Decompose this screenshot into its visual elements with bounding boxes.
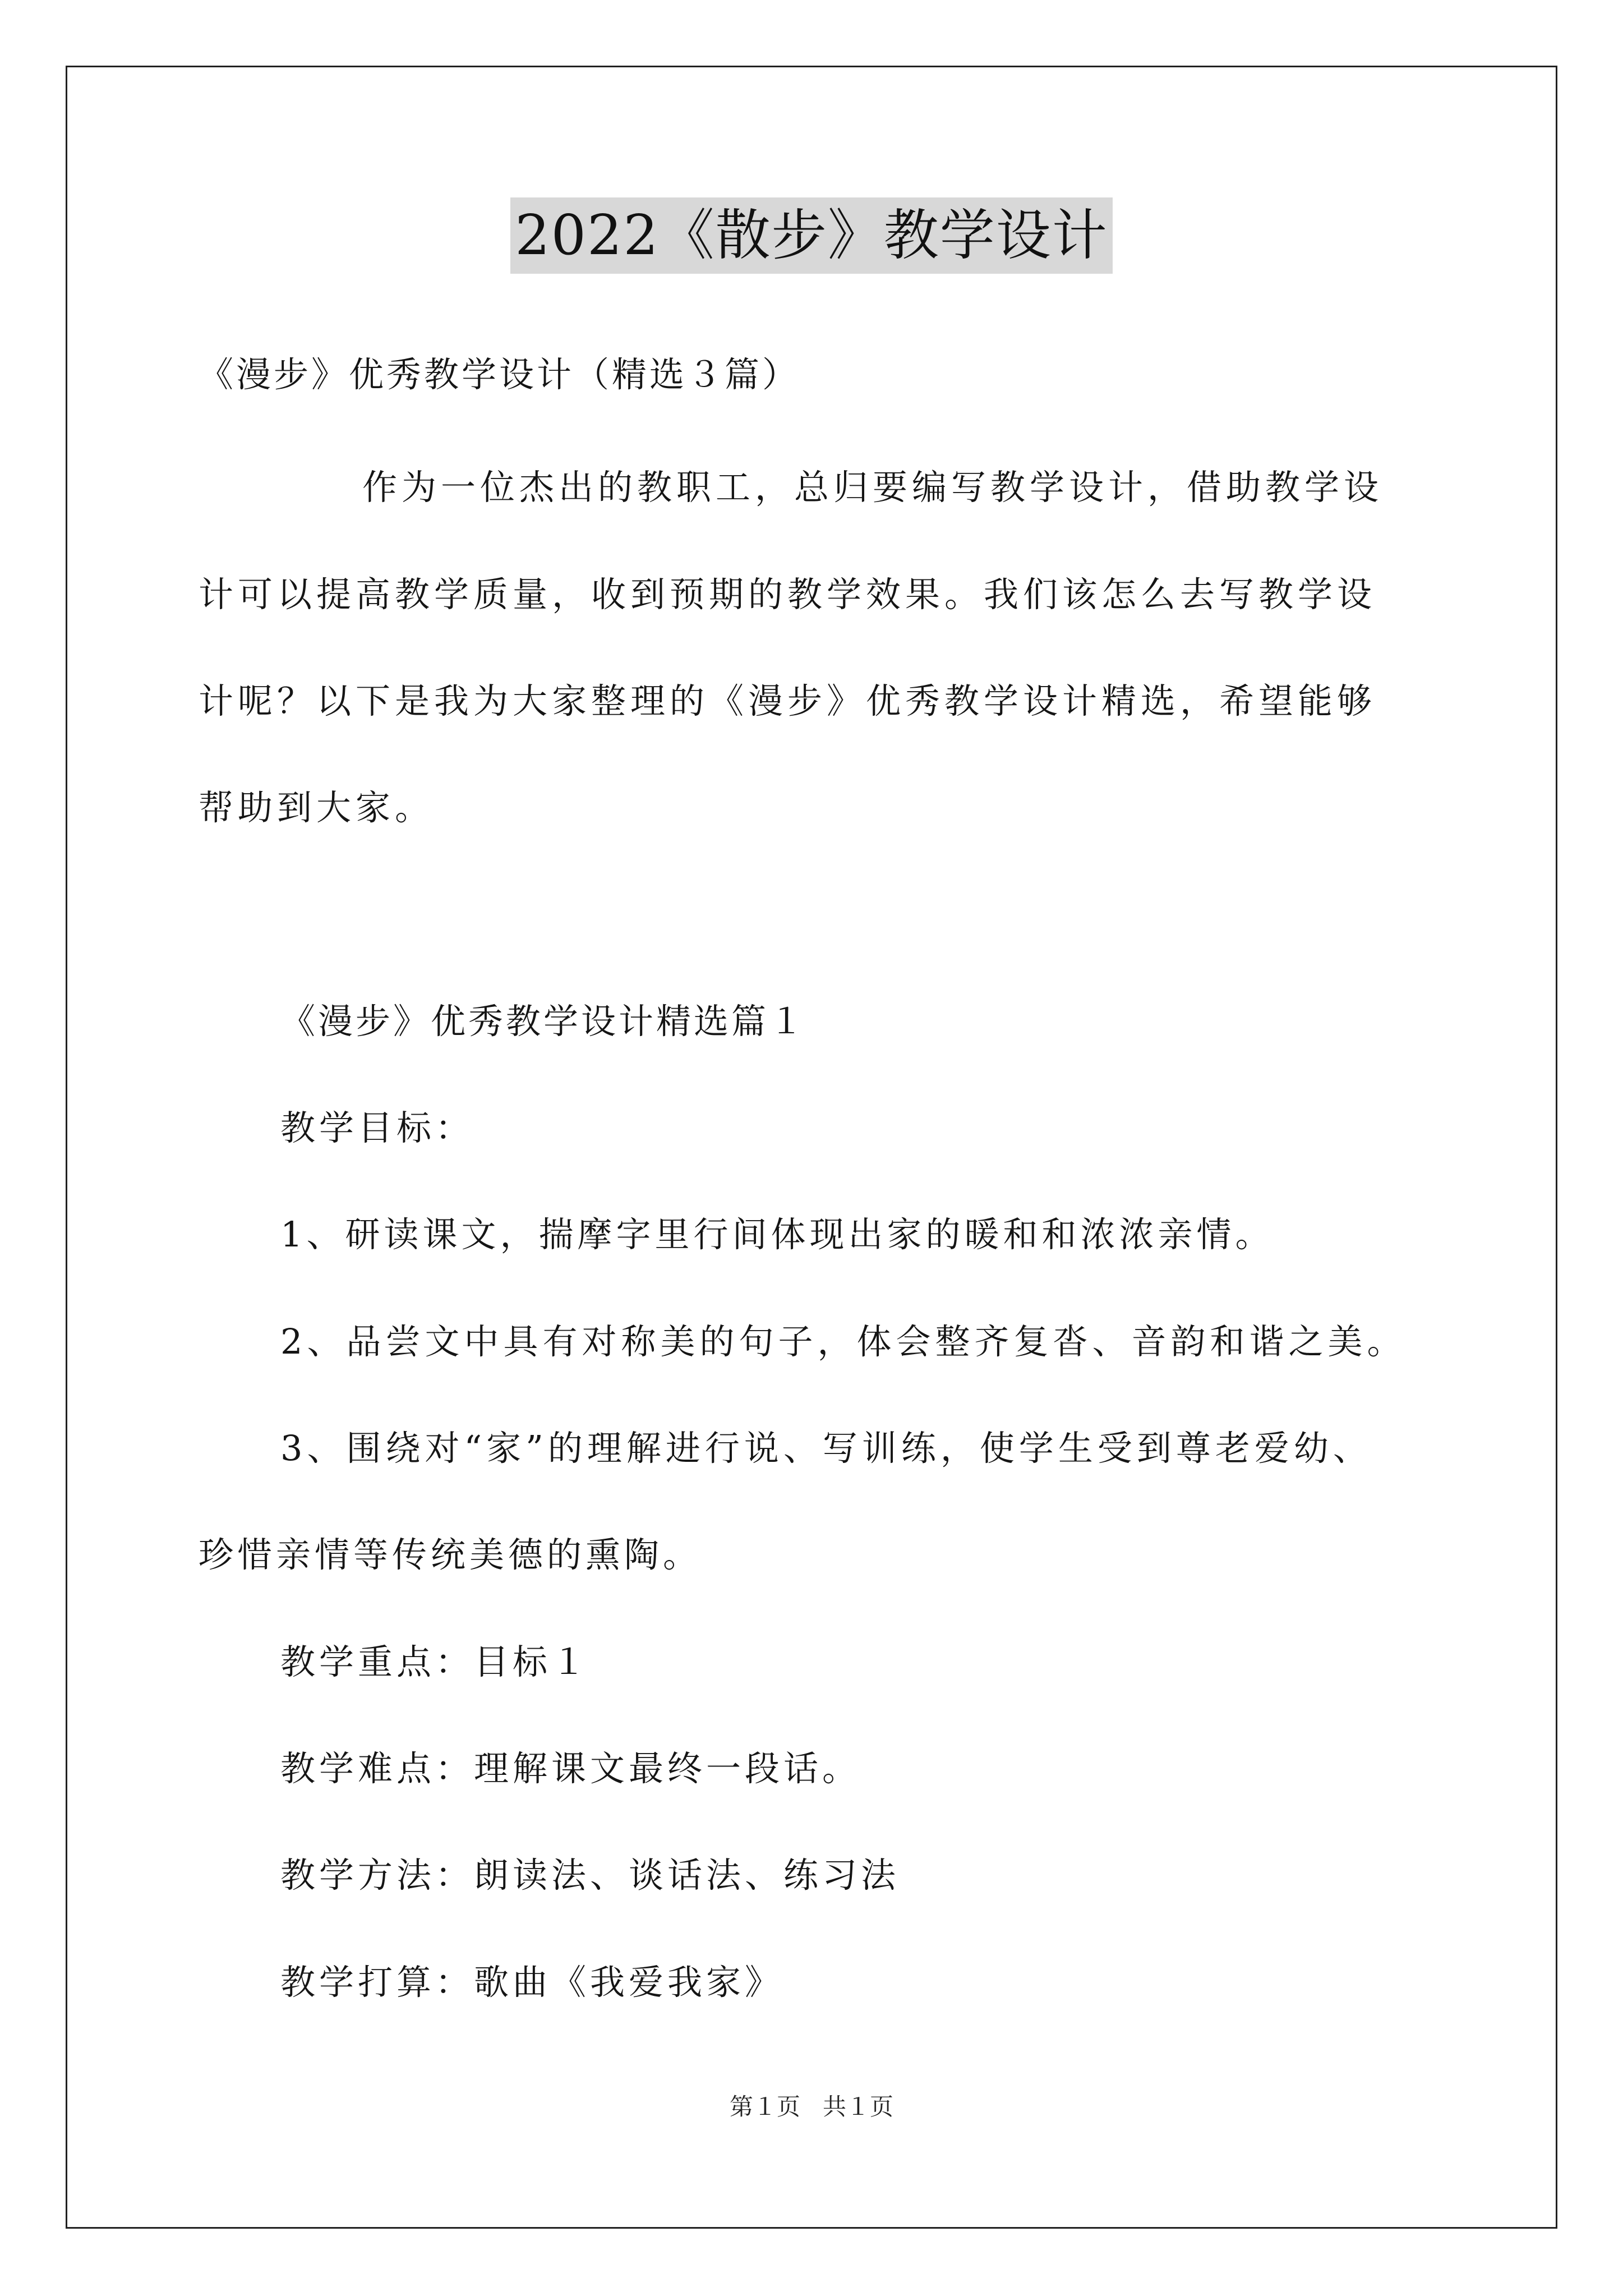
- title-container: [0, 197, 1623, 274]
- intro-line-1: 作为一位杰出的教职工，总归要编写教学设计，借助教学设: [362, 467, 1384, 508]
- intro-line-4: 帮助到大家。: [199, 787, 435, 828]
- goal-item-3-continued: 珍惜亲情等传统美德的熏陶。: [199, 1534, 702, 1575]
- document-subtitle: 《漫步》优秀教学设计（精选３篇）: [199, 354, 800, 395]
- document-title: 2022《散步》教学设计: [510, 197, 1112, 274]
- key-point: 教学重点：目标１: [280, 1641, 591, 1682]
- page-footer: [0, 2091, 1623, 2123]
- intro-line-3: 计呢？以下是我为大家整理的《漫步》优秀教学设计精选，希望能够: [199, 680, 1377, 721]
- goals-label: 教学目标：: [280, 1107, 474, 1148]
- goal-item-2: 2、品尝文中具有对称美的句子，体会整齐复沓、音韵和谐之美。: [280, 1321, 1407, 1362]
- goal-item-3: 3、围绕对“家”的理解进行说、写训练，使学生受到尊老爱幼、: [280, 1428, 1372, 1469]
- page-number: 第１页: [729, 2093, 800, 2120]
- preparation: 教学打算：歌曲《我爱我家》: [280, 1962, 784, 2003]
- difficulty: 教学难点：理解课文最终一段话。: [280, 1748, 861, 1789]
- teaching-method: 教学方法：朗读法、谈话法、练习法: [280, 1855, 900, 1895]
- section-heading: 《漫步》优秀教学设计精选篇１: [280, 1001, 807, 1042]
- goal-item-1: 1、研读课文，揣摩字里行间体现出家的暖和和浓浓亲情。: [280, 1214, 1274, 1255]
- page-total: 共１页: [823, 2093, 894, 2120]
- intro-line-2: 计可以提高教学质量，收到预期的教学效果。我们该怎么去写教学设: [199, 574, 1377, 615]
